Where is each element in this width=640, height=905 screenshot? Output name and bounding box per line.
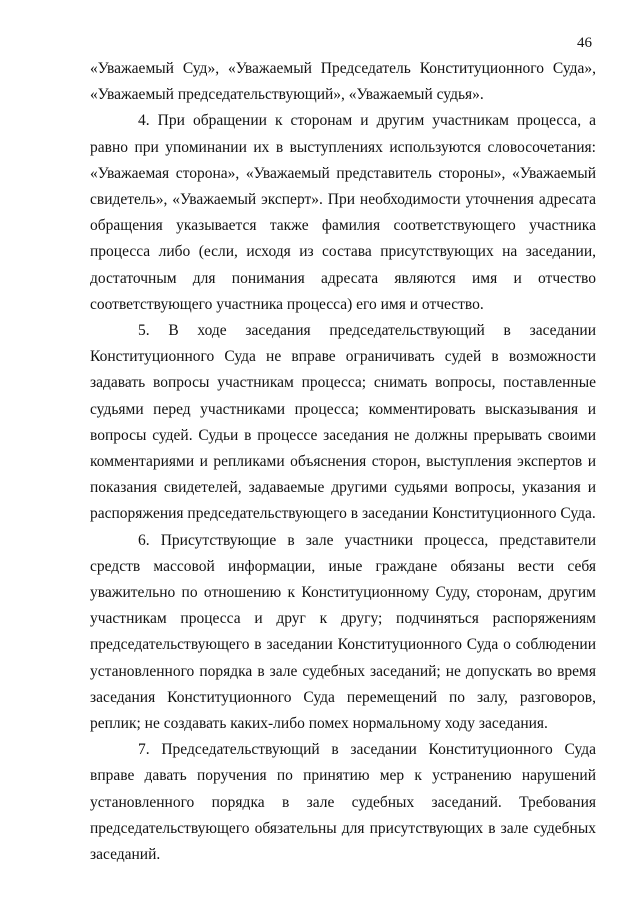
paragraph-continuation: «Уважаемый Суд», «Уважаемый Председатель Конституционного Суда», «Уважаемый председательствующий», «Уважаемый судья».: [90, 60, 596, 104]
paragraph-item-5: 5. В ходе заседания председательствующий в заседании Конституционного Суда не вправе ограничивать судей в возможности задавать вопросы участникам процесса; снимать вопросы, поставленные судьями перед участниками процесса; комментировать высказывания и вопросы судей. Судьи в процессе заседания не должны прерывать своими комментариями и репликами объяснения сторон, выступления экспертов и показания свидетелей, задаваемые другими судьями вопросы, указания и распоряжения председательствующего в заседании Конституционного Суда.: [90, 322, 596, 523]
paragraph-item-7: 7. Председательствующий в заседании Конституционного Суда вправе давать поручения по принятию мер к устранению нарушений установленного порядка в зале судебных заседаний. Требования председательствующего обязательны для присутствующих в зале судебных заседаний.: [90, 741, 596, 864]
paragraph-item-4: 4. При обращении к сторонам и другим участникам процесса, а равно при упоминании их в выступлениях используются словосочетания: «Уважаемая сторона», «Уважаемый представитель стороны», «Уважаемый свидетель», «Уважаемый эксперт». При необходимости уточнения адресата обращения указывается также фамилия соответствующего участника процесса либо (если, исходя из состава присутствующих на заседании, достаточным для понимания адресата являются имя и отчество соответствующего участника процесса) его имя и отчество.: [90, 112, 596, 313]
document-body: [90, 56, 596, 868]
page-number: 46: [577, 35, 592, 51]
paragraph-item-6: 6. Присутствующие в зале участники процесса, представители средств массовой информации, иные граждане обязаны вести себя уважительно по отношению к Конституционному Суду, сторонам, другим участникам процесса и друг к другу; подчиняться распоряжениям председательствующего в заседании Конституционного Суда о соблюдении установленного порядка в зале судебных заседаний; не допускать во время заседания Конституционного Суда перемещений по залу, разговоров, реплик; не создавать каких-либо помех нормальному ходу заседания.: [90, 531, 596, 733]
